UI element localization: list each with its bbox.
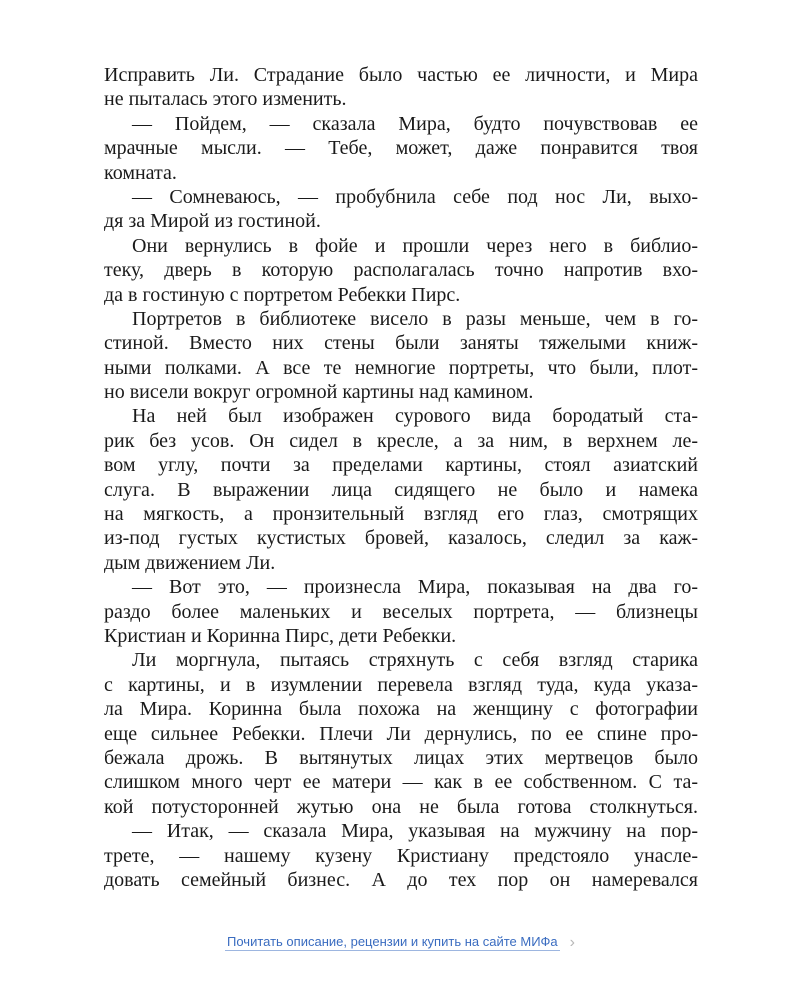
text-line: раздо более маленьких и веселых портрета, — близнецы xyxy=(104,600,698,623)
text-line: теку, дверь в которую располагалась точно напротив вхо- xyxy=(104,259,698,282)
text-line: мрачные мысли. — Тебе, может, даже понравится твоя xyxy=(104,137,698,160)
text-line: — Вот это, — произнесла Мира, показывая на два го- xyxy=(132,576,698,599)
text-line: Они вернулись в фойе и прошли через него в библио- xyxy=(132,234,698,257)
text-line: еще сильнее Ребекки. Плечи Ли дернулись, по ее спине про- xyxy=(104,722,698,745)
text-line: дым движением Ли. xyxy=(104,551,276,574)
text-line: бежала дрожь. В вытянутых лицах этих мертвецов было xyxy=(104,746,698,769)
text-line: кой потусторонней жутью она не была готова столкнуться. xyxy=(104,795,698,818)
text-line: стиной. Вместо них стены были заняты тяжелыми книж- xyxy=(104,332,698,355)
text-line: На ней был изображен сурового вида бородатый ста- xyxy=(132,405,698,428)
text-line: Портретов в библиотеке висело в разы меньше, чем в го- xyxy=(132,307,698,330)
text-line: Кристиан и Коринна Пирс, дети Ребекки. xyxy=(104,624,457,647)
chevron-right-icon: › xyxy=(569,934,575,951)
text-line: Исправить Ли. Страдание было частью ее личности, и Мира xyxy=(104,64,698,86)
text-line: из-под густых кустистых бровей, казалось, следил за каж- xyxy=(104,527,698,550)
text-line: не пыталась этого изменить. xyxy=(104,88,347,111)
text-line: — Сомневаюсь, — пробубнила себе под нос Ли, выхо- xyxy=(132,185,698,208)
text-line: да в гостиную с портретом Ребекки Пирс. xyxy=(104,283,461,306)
text-line: комната. xyxy=(104,161,177,184)
text-line: — Пойдем, — сказала Мира, будто почувствовав ее xyxy=(132,112,698,135)
text-line: ными полками. А все те немногие портреты, что были, плот- xyxy=(104,356,698,379)
text-line: дя за Мирой из гостиной. xyxy=(104,210,321,233)
text-line: довать семейный бизнес. А до тех пор он намеревался xyxy=(104,868,698,891)
text-line: вом углу, почти за пределами картины, стоял азиатский xyxy=(104,454,698,477)
text-line: слуга. В выражении лица сидящего не было и намека xyxy=(104,478,698,501)
buy-on-mif-link[interactable]: Почитать описание, рецензии и купить на сайте МИФа xyxy=(227,934,558,950)
text-line: трете, — нашему кузену Кристиану предстояло унасле- xyxy=(104,844,698,867)
text-line: ла Мира. Коринна была похожа на женщину с фотографии xyxy=(104,698,698,721)
text-line: но висели вокруг огромной картины над камином. xyxy=(104,381,534,404)
book-page-body xyxy=(104,63,698,892)
text-line: на мягкость, а пронзительный взгляд его глаз, смотрящих xyxy=(104,503,698,526)
text-line: слишком много черт ее матери — как в ее собственном. С та- xyxy=(104,771,698,794)
text-line: с картины, и в изумлении перевела взгляд туда, куда указа- xyxy=(104,673,698,696)
text-line: Ли моргнула, пытаясь стряхнуть с себя взгляд старика xyxy=(132,649,698,672)
text-line: рик без усов. Он сидел в кресле, а за ним, в верхнем ле- xyxy=(104,429,698,452)
footer-promo xyxy=(0,934,800,952)
text-line: — Итак, — сказала Мира, указывая на мужчину на пор- xyxy=(132,820,698,843)
